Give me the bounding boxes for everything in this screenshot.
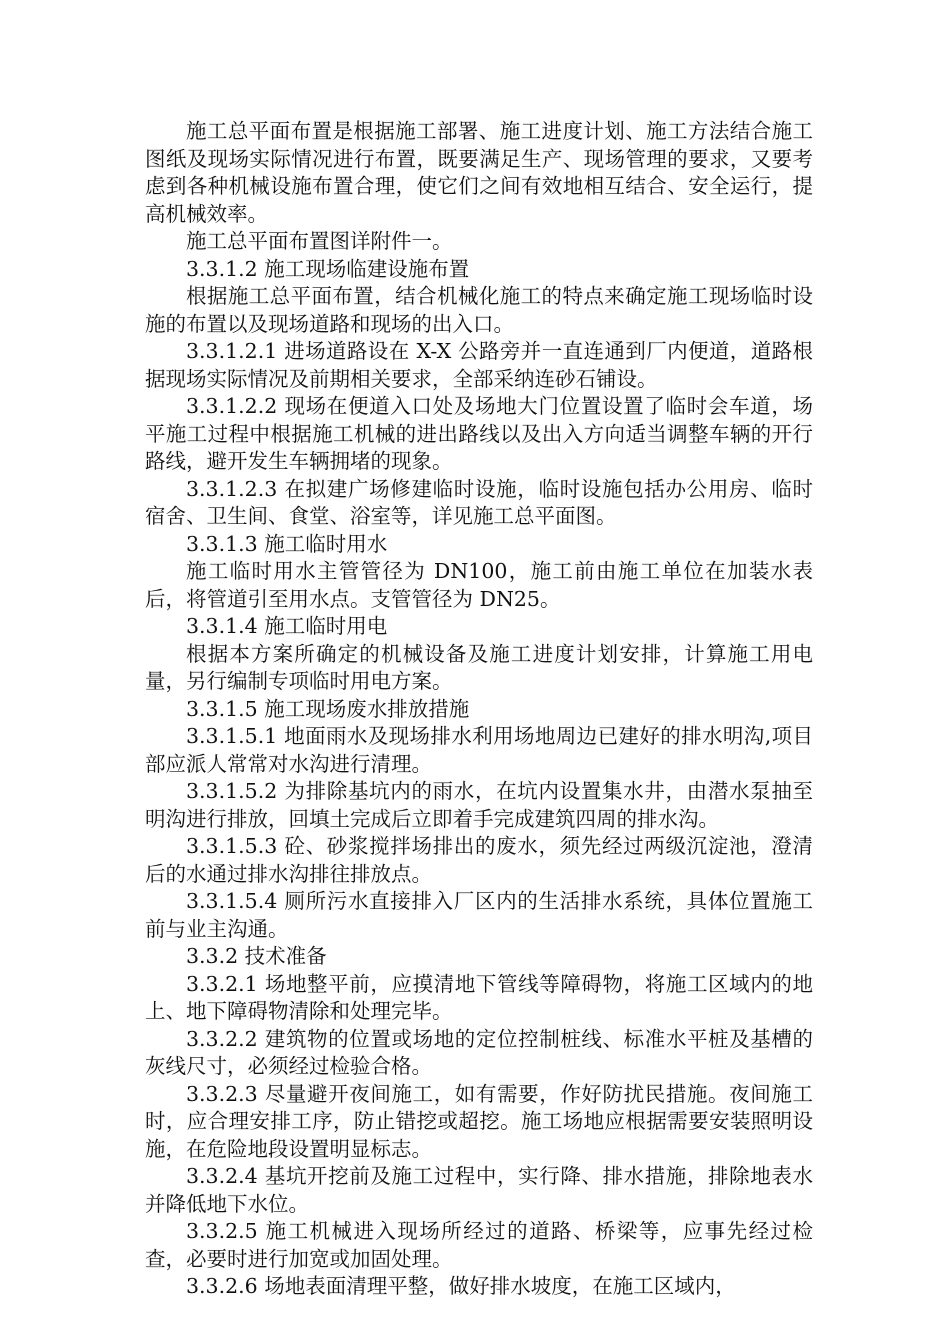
paragraph-layout-intro: 施工总平面布置是根据施工部署、施工进度计划、施工方法结合施工图纸及现场实际情况进行布置，既要满足生产、现场管理的要求，又要考虑到各种机械设施布置合理，使它们之间有效地相互结合、安全运行，提高机械效率。 (145, 119, 813, 226)
document-body (145, 118, 813, 1301)
paragraph-temporary-water: 施工临时用水主管管径为 DN100，施工前由施工单位在加装水表后，将管道引至用水点。支管管径为 DN25。 (145, 559, 813, 611)
heading-technical-preparation: 3.3.2 技术准备 (186, 944, 327, 968)
paragraph-positioning: 3.3.2.2 建筑物的位置或场地的定位控制桩线、标准水平桩及基槽的灰线尺寸，必须经过检验合格。 (145, 1026, 813, 1078)
paragraph-pit-drainage: 3.3.1.5.2 为排除基坑内的雨水，在坑内设置集水井，由潜水泵抽至明沟进行排放，回填土完成后立即着手完成建筑四周的排水沟。 (145, 779, 813, 831)
heading-wastewater: 3.3.1.5 施工现场废水排放措施 (186, 696, 470, 721)
paragraph-rainwater: 3.3.1.5.1 地面雨水及现场排水利用场地周边已建好的排水明沟,项目部应派人常常对水沟进行清理。 (145, 724, 813, 776)
paragraph-machinery-access: 3.3.2.5 施工机械进入现场所经过的道路、桥梁等，应事先经过检查，必要时进行加宽或加固处理。 (145, 1219, 813, 1271)
paragraph-night-work: 3.3.2.3 尽量避开夜间施工，如有需要，作好防扰民措施。夜间施工时，应合理安排工序，防止错挖或超挖。施工场地应根据需要安装照明设施，在危险地段设置明显标志。 (145, 1081, 813, 1161)
paragraph-dewatering: 3.3.2.4 基坑开挖前及施工过程中，实行降、排水措施，排除地表水并降低地下水位。 (145, 1164, 813, 1216)
paragraph-temporary-facilities: 根据施工总平面布置，结合机械化施工的特点来确定施工现场临时设施的布置以及现场道路和现场的出入口。 (145, 284, 813, 336)
paragraph-layout-appendix: 施工总平面布置图详附件一。 (186, 229, 453, 253)
paragraph-mixing-wastewater: 3.3.1.5.3 砼、砂浆搅拌场排出的废水，须先经过两级沉淀池，澄清后的水通过排水沟排往排放点。 (145, 834, 813, 886)
paragraph-access-road: 3.3.1.2.1 进场道路设在 X-X 公路旁并一直连通到厂内便道，道路根据现场实际情况及前期相关要求，全部采纳连砂石铺设。 (145, 339, 813, 391)
paragraph-sewage: 3.3.1.5.4 厕所污水直接排入厂区内的生活排水系统，具体位置施工前与业主沟通。 (145, 889, 813, 941)
heading-temporary-water: 3.3.1.3 施工临时用水 (186, 531, 388, 556)
paragraph-passing-lane: 3.3.1.2.2 现场在便道入口处及场地大门位置设置了临时会车道，场平施工过程中根据施工机械的进出路线以及出入方向适当调整车辆的开行路线，避开发生车辆拥堵的现象。 (145, 394, 813, 473)
paragraph-site-buildings: 3.3.1.2.3 在拟建广场修建临时设施，临时设施包括办公用房、临时宿舍、卫生间、食堂、浴室等，详见施工总平面图。 (145, 476, 813, 528)
heading-temporary-power: 3.3.1.4 施工临时用电 (186, 614, 388, 638)
paragraph-surface-clearing: 3.3.2.6 场地表面清理平整，做好排水坡度，在施工区域内， (186, 1274, 736, 1298)
paragraph-obstacles: 3.3.2.1 场地整平前，应摸清地下管线等障碍物，将施工区域内的地上、地下障碍物清除和处理完毕。 (145, 971, 813, 1023)
heading-temporary-facilities: 3.3.1.2 施工现场临建设施布置 (186, 256, 470, 281)
paragraph-temporary-power: 根据本方案所确定的机械设备及施工进度计划安排，计算施工用电量，另行编制专项临时用电方案。 (145, 641, 813, 693)
